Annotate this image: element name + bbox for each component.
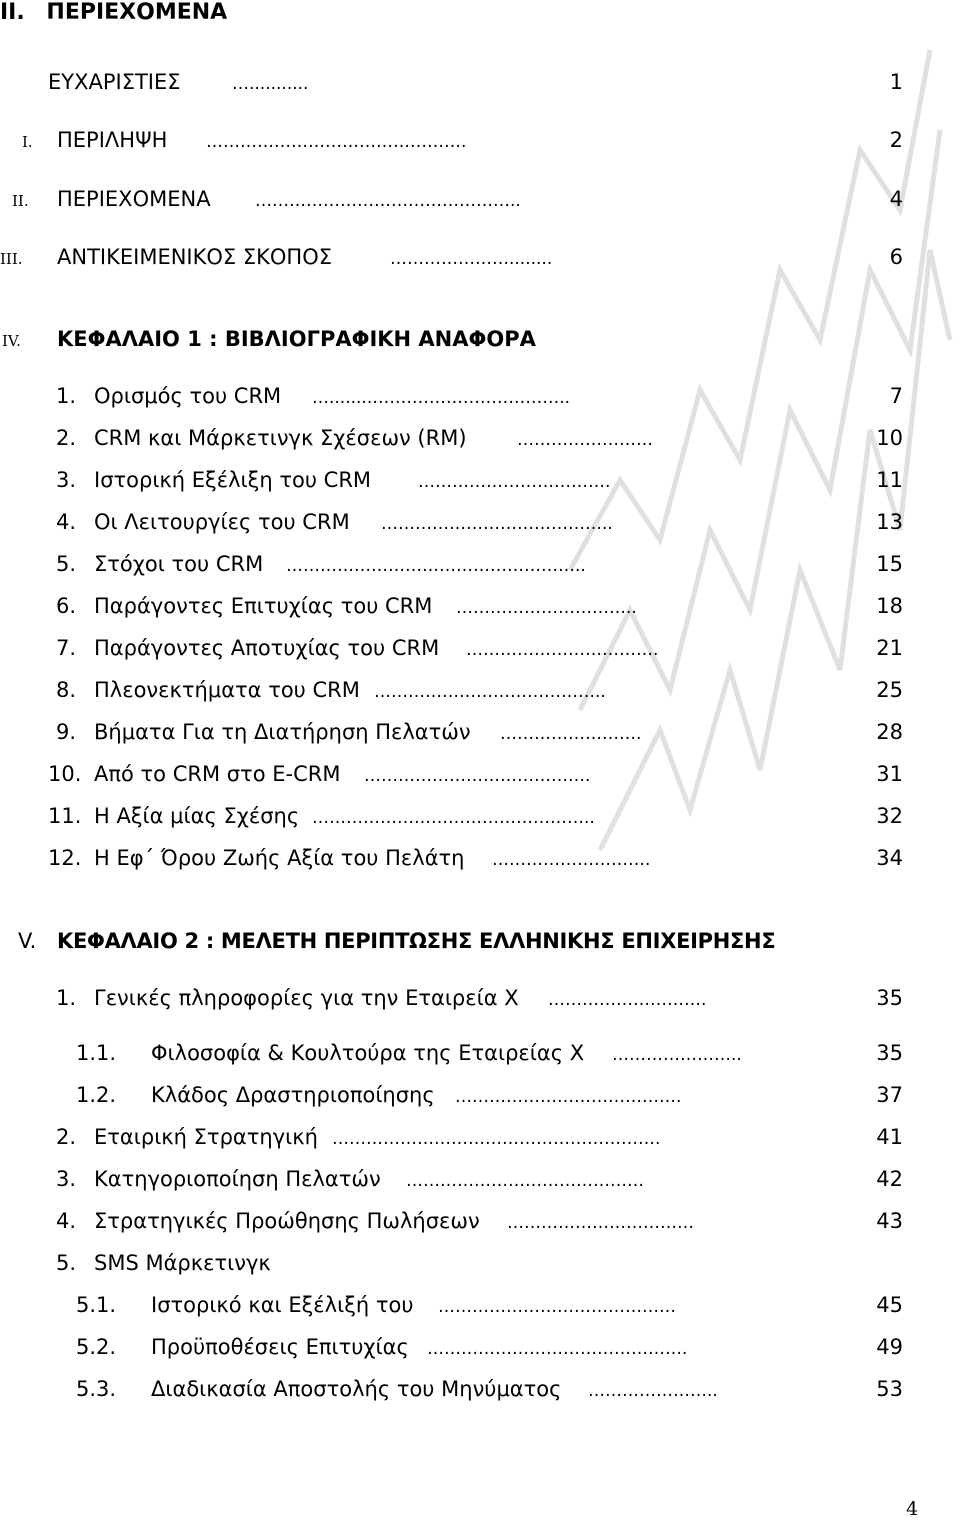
entry-number: 12. — [48, 846, 82, 870]
toc-entry[interactable] — [0, 384, 960, 414]
entry-number: 1.1. — [76, 1041, 117, 1065]
leader-dots: …………………… — [517, 430, 653, 450]
entry-title: Ορισμός του CRM — [94, 384, 282, 408]
entry-number: 6. — [56, 594, 77, 618]
toc-entry[interactable] — [0, 678, 960, 708]
toc-entry[interactable] — [0, 510, 960, 540]
entry-title: ΠΕΡΙΕΧΟΜΕΝΑ — [57, 187, 211, 211]
entry-number: 5.2. — [76, 1335, 117, 1359]
toc-entry[interactable] — [0, 846, 960, 876]
toc-entry[interactable] — [0, 1293, 960, 1323]
toc-entry[interactable] — [0, 1041, 960, 1071]
page-number: 21 — [876, 636, 903, 660]
entry-number: 10. — [48, 762, 82, 786]
page-number: 43 — [876, 1209, 903, 1233]
toc-entry[interactable] — [0, 70, 960, 100]
entry-number: 8. — [56, 678, 77, 702]
entry-title: ΑΝΤΙΚΕΙΜΕΝΙΚΟΣ ΣΚΟΠΟΣ — [57, 245, 333, 269]
page-number: 1 — [889, 70, 903, 94]
entry-title: Ιστορικό και Εξέλιξή του — [151, 1293, 414, 1317]
entry-title: Από το CRM στο E-CRM — [94, 762, 341, 786]
toc-entry[interactable] — [0, 804, 960, 834]
toc-entry[interactable] — [0, 594, 960, 624]
page-number: 13 — [876, 510, 903, 534]
leader-dots: ………………………………………. — [427, 1339, 688, 1359]
leader-dots: ……………………. — [500, 724, 642, 744]
leader-dots: …………………………………………….. — [286, 556, 586, 576]
entry-title: Κατηγοριοποίηση Πελατών — [94, 1167, 381, 1191]
toc-entry[interactable] — [0, 552, 960, 582]
page-number: 6 — [889, 245, 903, 269]
leader-dots: …………………………………. — [455, 1087, 682, 1107]
roman-numeral: V. — [18, 929, 37, 953]
page-number: 35 — [876, 986, 903, 1010]
entry-title: Φιλοσοφία & Κουλτούρα της Εταιρείας Χ — [151, 1041, 585, 1065]
toc-entry[interactable] — [0, 468, 960, 498]
entry-number: 2. — [56, 426, 77, 450]
leader-dots: …………………………………. — [364, 766, 591, 786]
leader-dots: ………………………….. — [456, 598, 637, 618]
leader-dots: ……………………………. — [418, 472, 611, 492]
leader-dots: ………………….. — [612, 1045, 742, 1065]
page-number: 7 — [889, 384, 903, 408]
entry-number: 1. — [56, 384, 77, 408]
entry-number: 5.1. — [76, 1293, 117, 1317]
chapter-title: ΚΕΦΑΛΑΙΟ 2 : ΜΕΛΕΤΗ ΠΕΡΙΠΤΩΣΗΣ ΕΛΛΗΝΙΚΗΣ ΕΠΙΧΕΙΡΗΣΗΣ — [57, 929, 776, 953]
page-number: 41 — [876, 1125, 903, 1149]
entry-number: 4. — [56, 510, 77, 534]
section-number: II. — [0, 0, 25, 25]
section-title: ΠΕΡΙΕΧΟΜΕΝΑ — [46, 0, 228, 25]
entry-number: 1.2. — [76, 1083, 117, 1107]
leader-dots: …………………………………… — [406, 1171, 644, 1191]
leader-dots: …………………........ — [390, 249, 553, 269]
toc-entry[interactable] — [0, 1335, 960, 1365]
leader-dots: ………………………………….. — [374, 682, 606, 702]
entry-title: Εταιρική Στρατηγική — [94, 1125, 318, 1149]
entry-number: 9. — [56, 720, 77, 744]
entry-title: Η Αξία μίας Σχέσης — [94, 804, 300, 828]
leader-dots: ………………………. — [548, 990, 707, 1010]
page-number: 10 — [876, 426, 903, 450]
leader-dots: …………………………… — [507, 1213, 694, 1233]
entry-number: 5. — [56, 552, 77, 576]
page-number: 34 — [876, 846, 903, 870]
page-number: 49 — [876, 1335, 903, 1359]
toc-entry[interactable] — [0, 762, 960, 792]
page-number: 37 — [876, 1083, 903, 1107]
roman-numeral: II. — [12, 192, 29, 210]
entry-number: 5. — [56, 1251, 77, 1275]
leader-dots: ………………………………………….. — [312, 808, 595, 828]
section-heading — [0, 0, 227, 25]
entry-title: Η Εφ΄ Όρου Ζωής Αξία του Πελάτη — [94, 846, 465, 870]
entry-title: Γενικές πληροφορίες για την Εταιρεία Χ — [94, 986, 519, 1010]
entry-title: Παράγοντες Αποτυχίας του CRM — [94, 636, 440, 660]
toc-entry[interactable] — [0, 1209, 960, 1239]
toc-entry[interactable] — [0, 636, 960, 666]
entry-title: SMS Μάρκετινγκ — [94, 1251, 271, 1275]
entry-title: Βήματα Για τη Διατήρηση Πελατών — [94, 720, 471, 744]
entry-number: 11. — [48, 804, 82, 828]
entry-title: Κλάδος Δραστηριοποίησης — [151, 1083, 435, 1107]
leader-dots: ………………………………………. — [206, 132, 467, 152]
entry-title: Ιστορική Εξέλιξη του CRM — [94, 468, 372, 492]
toc-entry[interactable] — [0, 1125, 960, 1155]
footer-page-number: 4 — [906, 1498, 919, 1520]
toc-entry[interactable] — [0, 986, 960, 1016]
entry-title: Διαδικασία Αποστολής του Μηνύματος — [151, 1377, 562, 1401]
toc-entry[interactable] — [0, 1377, 960, 1407]
chapter-title: ΚΕΦΑΛΑΙΟ 1 : ΒΙΒΛΙΟΓΡΑΦΙΚΗ ΑΝΑΦΟΡΑ — [57, 327, 536, 351]
leader-dots: ……………………………. — [466, 640, 659, 660]
page-number: 2 — [889, 128, 903, 152]
page-number: 11 — [876, 468, 903, 492]
entry-number: 2. — [56, 1125, 77, 1149]
toc-entry[interactable] — [0, 720, 960, 750]
entry-title: CRM και Μάρκετινγκ Σχέσεων (RM) — [94, 426, 467, 450]
entry-title: Στρατηγικές Προώθησης Πωλήσεων — [94, 1209, 480, 1233]
entry-number: 4. — [56, 1209, 77, 1233]
entry-title: Πλεονεκτήματα του CRM — [94, 678, 360, 702]
entry-title: ΠΕΡΙΛΗΨΗ — [57, 128, 168, 152]
toc-entry[interactable] — [0, 187, 960, 217]
entry-title: ΕΥΧΑΡΙΣΤΙΕΣ — [48, 70, 181, 94]
entry-title: Οι Λειτουργίες του CRM — [94, 510, 350, 534]
roman-numeral: IV. — [2, 332, 21, 350]
toc-entry[interactable] — [0, 1083, 960, 1113]
entry-title: Προϋποθέσεις Επιτυχίας — [151, 1335, 409, 1359]
entry-number: 1. — [56, 986, 77, 1010]
leader-dots: …………………………………………………. — [332, 1129, 661, 1149]
entry-number: 3. — [56, 468, 77, 492]
toc-entry[interactable] — [0, 128, 960, 158]
toc-entry[interactable] — [0, 1167, 960, 1197]
leader-dots: ………………………………….. — [381, 514, 613, 534]
leader-dots: ……………………………………….. — [255, 191, 521, 211]
page-number: 32 — [876, 804, 903, 828]
page-number: 53 — [876, 1377, 903, 1401]
roman-numeral: III. — [0, 250, 23, 268]
entry-title: Παράγοντες Επιτυχίας του CRM — [94, 594, 433, 618]
leader-dots: ………………………. — [492, 850, 651, 870]
toc-entry[interactable] — [0, 1251, 960, 1281]
roman-numeral: I. — [22, 133, 33, 151]
toc-entry[interactable] — [0, 245, 960, 275]
entry-number: 5.3. — [76, 1377, 117, 1401]
page-number: 35 — [876, 1041, 903, 1065]
entry-number: 3. — [56, 1167, 77, 1191]
page-number: 15 — [876, 552, 903, 576]
entry-number: 7. — [56, 636, 77, 660]
leader-dots: …........…………………………….. — [312, 388, 571, 408]
page-number: 18 — [876, 594, 903, 618]
page-number: 4 — [889, 187, 903, 211]
page-number: 31 — [876, 762, 903, 786]
page-number: 45 — [876, 1293, 903, 1317]
toc-entry[interactable] — [0, 426, 960, 456]
page-number: 42 — [876, 1167, 903, 1191]
leader-dots: ………………….. — [588, 1381, 718, 1401]
entry-title: Στόχοι του CRM — [94, 552, 264, 576]
leader-dots: …………………………………… — [438, 1297, 676, 1317]
page-number: 25 — [876, 678, 903, 702]
leader-dots: …........... — [232, 74, 309, 94]
page-number: 28 — [876, 720, 903, 744]
